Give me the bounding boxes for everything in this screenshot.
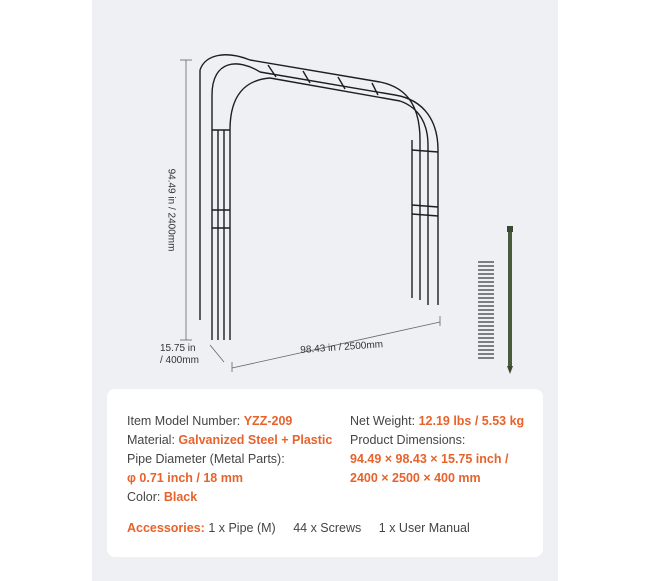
pipe-accessory (507, 226, 513, 374)
dimensions-value-row-1: 94.49 × 98.43 × 15.75 inch / (350, 452, 509, 466)
accessory-item: 1 x User Manual (378, 521, 470, 535)
arch-top-rail (260, 72, 395, 95)
accessory-item: 1 x Pipe (M) (208, 521, 276, 535)
depth-dimension-line (210, 345, 224, 362)
dimensions-row: Product Dimensions: (350, 433, 466, 447)
accessory-item: 44 x Screws (293, 521, 362, 535)
pipe-diameter-value: φ 0.71 inch / 18 mm (127, 471, 243, 485)
accessories-row (127, 520, 470, 536)
arch-illustration (92, 0, 558, 385)
arch-front-curve (212, 64, 260, 95)
dimensions-value-row-2: 2400 × 2500 × 400 mm (350, 471, 481, 485)
material-row: Material: Galvanized Steel + Plastic (127, 433, 333, 447)
height-dimension-label: 94.49 in / 2400mm (165, 168, 177, 252)
width-dimension-label: 98.43 in / 2500mm (300, 339, 384, 356)
pipe-diameter-row: Pipe Diameter (Metal Parts): (127, 452, 285, 466)
spec-card (107, 389, 543, 557)
material-value: Galvanized Steel + Plastic (178, 433, 333, 447)
color-value: Black (163, 490, 198, 504)
weight-row: Net Weight: 12.19 lbs / 5.53 kg (350, 414, 525, 428)
depth-dimension-label: 15.75 in / 400mm (160, 343, 199, 366)
model-value: YZZ-209 (243, 414, 293, 428)
screws-accessory (478, 262, 494, 358)
color-row: Color: Black (127, 490, 198, 504)
pipe-diameter-value-row (127, 470, 243, 486)
weight-value: 12.19 lbs / 5.53 kg (418, 414, 525, 428)
accessories-label: Accessories: (127, 521, 205, 535)
model-row: Item Model Number: YZZ-209 (127, 414, 293, 428)
